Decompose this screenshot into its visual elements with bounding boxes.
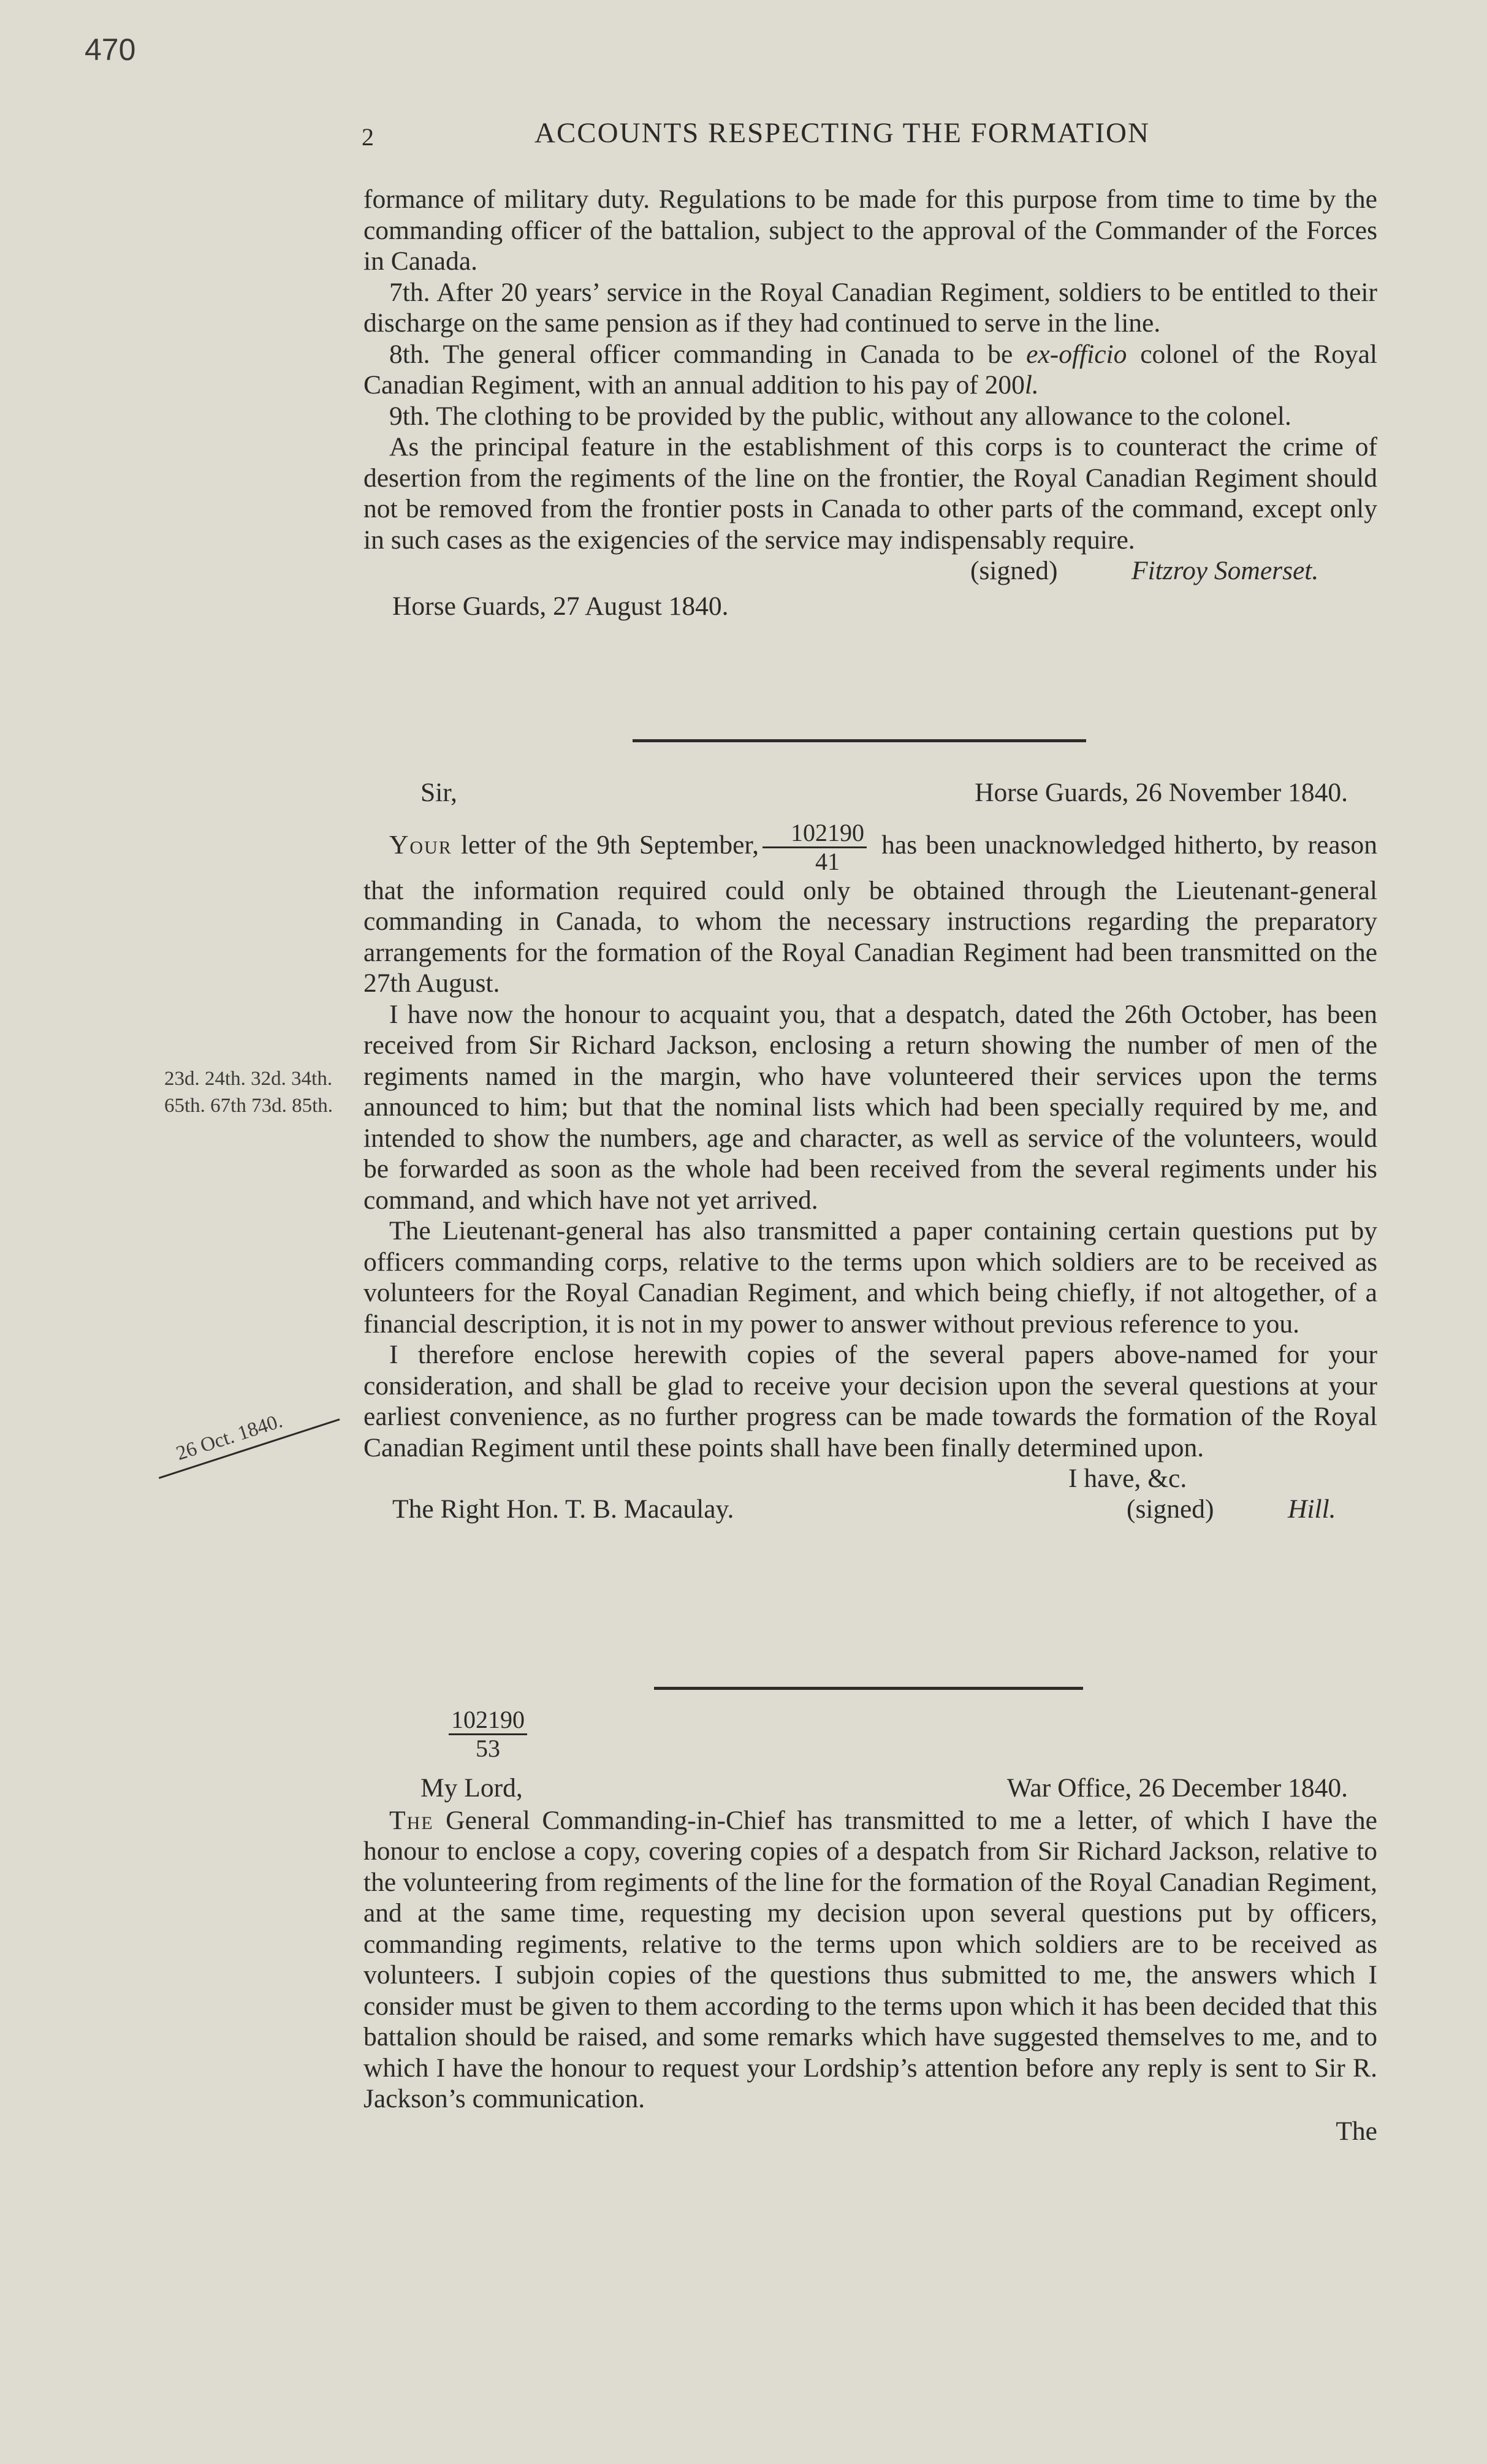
running-header-title: ACCOUNTS RESPECTING THE FORMATION [534,117,1150,149]
place-date: Horse Guards, 26 November 1840. [975,778,1348,807]
section-regulations [363,184,1377,622]
margin-note-regiments: 23d. 24th. 32d. 34th. 65th. 67th 73d. 85th. [164,1068,333,1117]
salutation: Sir, [420,778,457,807]
paragraph: 8th. The general officer commanding in Canada to be ex-officio colonel of the Royal Canadian Regiment, with an annual addition to his pay of 200l. [363,339,1377,400]
paragraph: Your letter of the 9th September, $\frac{102190}{41}$ has been unacknowledged hitherto, by reason that the information required could only be obtained through the Lieutenant-general commanding in Canada, to whom the necessary instructions regarding the preparatory arrangements for the formation of the Royal Canadian Regiment had been transmitted on the 27th August. [363,818,1377,998]
divider [633,739,1086,742]
signed-label: (signed) [970,556,1058,585]
paragraph: The General Commanding-in-Chief has transmitted to me a letter, of which I have the honour to enclose a copy, covering copies of a despatch from Sir Richard Jackson, relative to the volunteering from regiments of the line for the formation of the Royal Canadian Regiment, and at the same time, requesting my decision upon several questions put by officers, commanding regiments, relative to the terms upon which soldiers are to be received as volunteers. I subjoin copies of the questions thus submitted to me, the answers which I consider must be given to them according to the terms upon which it has been decided that this battalion should be raised, and some remarks which have suggested themselves to me, and to which I have the honour to request your Lordship’s attention before any reply is sent to Sir R. Jackson’s communication. [363,1805,1377,2113]
signature: Hill. [1288,1494,1336,1524]
salutation: My Lord, [420,1773,523,1803]
divider [654,1687,1083,1690]
margin-note-date: 26 Oct. 1840. [173,1391,340,1472]
signature: Fitzroy Somerset. [1131,556,1319,585]
reference-fraction: $\frac{102190}{53}$ [449,1706,527,1762]
paragraph: I therefore enclose herewith copies of the several papers above-named for your consideration, and shall be glad to receive your decision upon the several questions at your earliest convenience, as no further progress can be made towards the formation of the Royal Canadian Regiment until these points shall have been finally determined upon. [363,1340,1377,1462]
letter-horse-guards [363,777,1377,1524]
paragraph: I have now the honour to acquaint you, that a despatch, dated the 26th October, has been received from Sir Richard Jackson, enclosing a return showing the number of men of the regiments named in the margin, who have volunteered their services upon the terms announced to him; but that the nominal lists which had been specially required by me, and intended to show the numbers, age and character, as well as service of the volunteers, would be forwarded as soon as the whole had been received from the several regiments under his command, and which have not yet arrived. [363,999,1377,1215]
catchword: The [1336,2116,1377,2146]
reference-fraction: $\frac{102190}{41}$ [763,819,867,875]
paragraph: 9th. The clothing to be provided by the public, without any allowance to the colonel. [389,401,1291,431]
paragraph: The Lieutenant-general has also transmitted a paper containing certain questions put by officers commanding corps, relative to the terms upon which soldiers are to be received as volunteers for the Royal Canadian Regiment, and which being chiefly, if not altogether, of a financial description, it is not in my power to answer without previous reference to you. [363,1216,1377,1339]
header-page-number: 2 [362,123,374,151]
dateline: Horse Guards, 27 August 1840. [392,591,729,621]
paragraph: formance of military duty. Regulations to be made for this purpose from time to time by the commanding officer of the battalion, subject to the approval of the Commander of the Forces in Canada. [363,184,1377,276]
paragraph: As the principal feature in the establishment of this corps is to counteract the crime of desertion from the regiments of the line on the frontier, the Royal Canadian Regiment should not be removed from the frontier posts in Canada to other parts of the command, except only in such cases as the exigencies of the service may indispensably require. [363,432,1377,555]
signed-label: (signed) [1127,1494,1214,1524]
paragraph: 7th. After 20 years’ service in the Royal Canadian Regiment, soldiers to be entitled to their discharge on the same pension as if they had continued to serve in the line. [363,277,1377,338]
closing: I have, &c. [1068,1464,1187,1493]
page-number: 470 [85,32,136,67]
letter-war-office [363,1773,1377,2146]
place-date: War Office, 26 December 1840. [1006,1773,1348,1803]
addressee: The Right Hon. T. B. Macaulay. [392,1494,734,1524]
